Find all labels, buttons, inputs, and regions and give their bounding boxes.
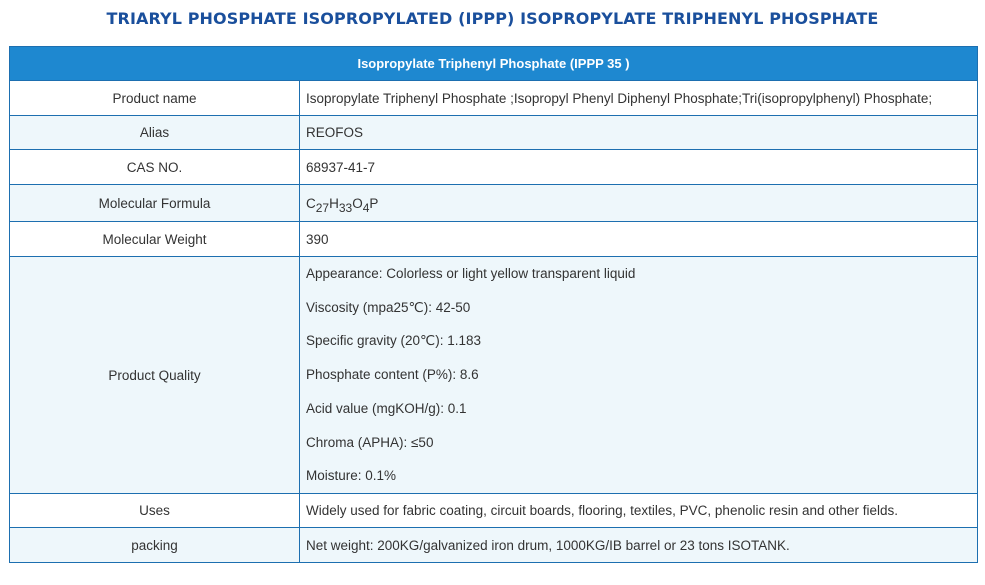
table-row-product-name: [10, 81, 978, 116]
formula-element: P: [369, 195, 379, 211]
table-row-packing: [10, 528, 978, 563]
formula-count: 27: [315, 200, 330, 215]
formula-element: O: [352, 195, 363, 211]
quality-item-specific-gravity: Specific gravity (20℃): 1.183: [306, 333, 481, 349]
table-header: Isopropylate Triphenyl Phosphate (IPPP 35 ): [10, 47, 978, 81]
row-value: Isopropylate Triphenyl Phosphate ;Isopropyl Phenyl Diphenyl Phosphate;Tri(isopropylphenyl) Phosphate;: [300, 81, 978, 116]
row-label: Uses: [10, 494, 300, 528]
molecular-formula: [300, 185, 978, 222]
table-row-molecular-formula: [10, 185, 978, 222]
row-value: 68937-41-7: [300, 150, 978, 185]
quality-item-moisture: Moisture: 0.1%: [306, 468, 397, 484]
row-label: Molecular Formula: [10, 185, 300, 222]
formula-count: 4: [362, 200, 370, 215]
product-spec-table: [9, 46, 978, 563]
page-title: TRIARYL PHOSPHATE ISOPROPYLATED (IPPP) ISOPROPYLATE TRIPHENYL PHOSPHATE: [106, 9, 879, 28]
row-label: Product Quality: [10, 257, 300, 494]
row-label: CAS NO.: [10, 150, 300, 185]
formula-count: 33: [338, 200, 353, 215]
row-value: 390: [300, 222, 978, 257]
row-label: Molecular Weight: [10, 222, 300, 257]
formula-element: C: [306, 195, 316, 211]
table-row-molecular-weight: [10, 222, 978, 257]
row-label: Alias: [10, 116, 300, 150]
row-value: Net weight: 200KG/galvanized iron drum, 1000KG/IB barrel or 23 tons ISOTANK.: [300, 528, 978, 563]
quality-item-phosphate-content: Phosphate content (P%): 8.6: [306, 367, 479, 383]
quality-item-appearance: Appearance: Colorless or light yellow transparent liquid: [306, 266, 636, 282]
formula-element: H: [329, 195, 339, 211]
row-value: Widely used for fabric coating, circuit boards, flooring, textiles, PVC, phenolic resin and other fields.: [300, 494, 978, 528]
table-row-alias: [10, 116, 978, 150]
quality-item-acid-value: Acid value (mgKOH/g): 0.1: [306, 400, 467, 416]
row-label: packing: [10, 528, 300, 563]
table-row-product-quality: [10, 257, 978, 494]
table-row-cas-no: [10, 150, 978, 185]
row-value: REOFOS: [300, 116, 978, 150]
quality-item-viscosity: Viscosity (mpa25℃): 42-50: [306, 299, 471, 315]
quality-item-chroma: Chroma (APHA): ≤50: [306, 434, 434, 450]
table-row-uses: [10, 494, 978, 528]
quality-list: [300, 257, 978, 494]
row-label: Product name: [10, 81, 300, 116]
